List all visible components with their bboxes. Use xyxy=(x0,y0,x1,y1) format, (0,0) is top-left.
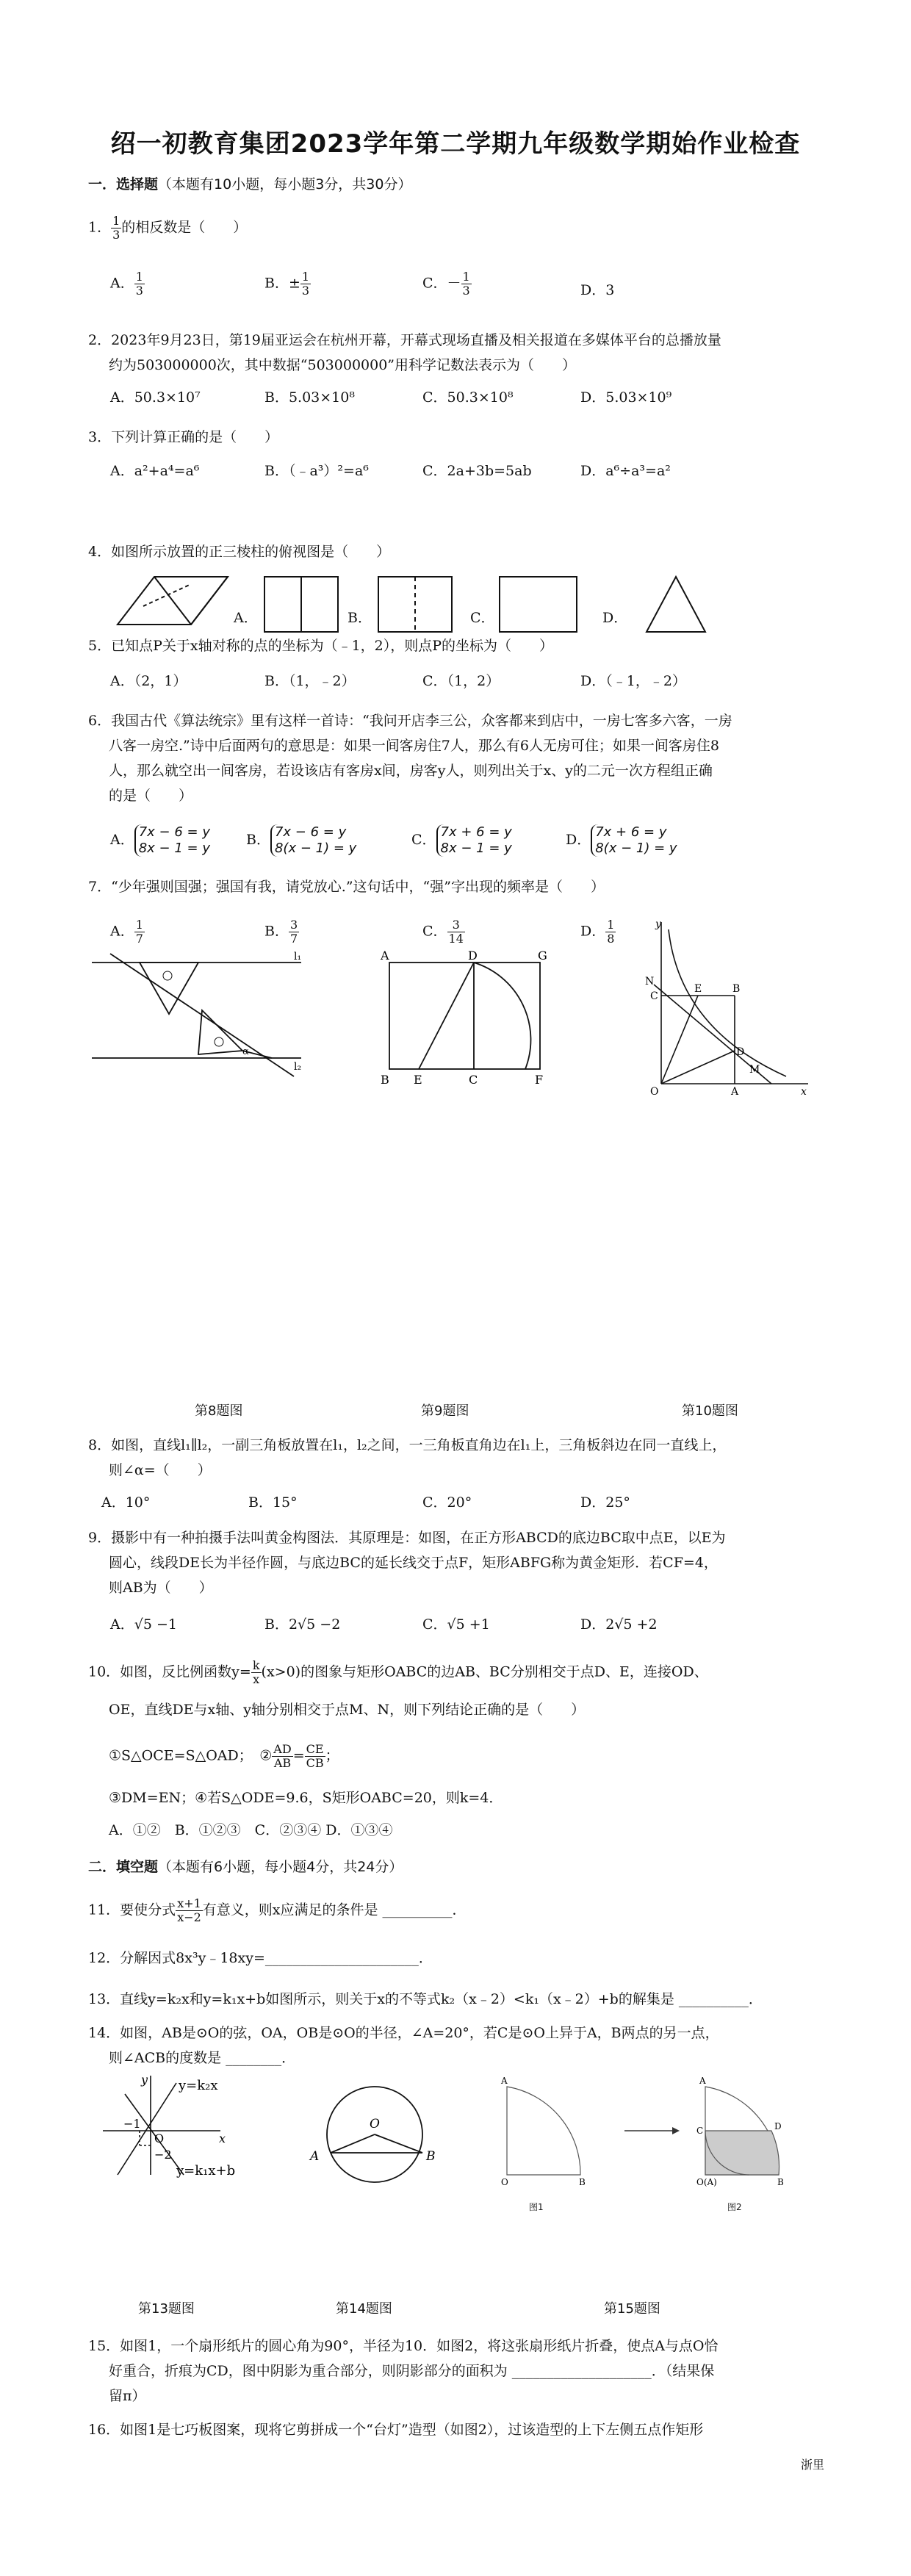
label-c: C xyxy=(469,1073,478,1087)
caption-fig-15: 第15题图 xyxy=(604,2301,660,2317)
section-note: （本题有10小题，每小题3分，共30分） xyxy=(158,176,412,193)
q7-option-a[interactable]: A． $\frac{1}{7}$ xyxy=(110,918,143,946)
label-a: A xyxy=(381,949,389,963)
question-10-statements-1: ①S△OCE=S△OAD； ② $\frac{AD}{AB}$ = $\frac{CE}{CB}$ ； xyxy=(109,1742,339,1770)
label-x: x xyxy=(801,1086,807,1095)
option-d-shape xyxy=(647,577,705,632)
label-o: O xyxy=(501,2177,508,2187)
q2-option-d[interactable]: D．5.03×10⁹ xyxy=(580,389,672,406)
question-1: 1． $\frac{1}{3}$ 的相反数是（ ） xyxy=(88,214,248,242)
question-14-line-2: 则∠ACB的度数是 ________． xyxy=(109,2050,296,2066)
caption-fig-2: 图2 xyxy=(727,2202,742,2212)
label-o-a: O(A) xyxy=(696,2177,717,2187)
caption-fig-10: 第10题图 xyxy=(682,1403,738,1419)
q8-option-d[interactable]: D．25° xyxy=(580,1494,630,1511)
label-e: E xyxy=(414,1073,422,1087)
label-o: O xyxy=(154,2131,165,2145)
question-4: 4．如图所示放置的正三棱柱的俯视图是（ ） xyxy=(88,544,391,560)
label-d: D xyxy=(774,2121,782,2131)
label-l2: l₂ xyxy=(294,1061,302,1073)
question-2-line-1: 2．2023年9月23日，第19届亚运会在杭州开幕，开幕式现场直播及相关报道在多媒体平台的总播放量 xyxy=(88,332,721,348)
label-b: B xyxy=(579,2177,586,2187)
question-15-line-3: 留π） xyxy=(109,2388,146,2404)
label-o: O xyxy=(370,2117,380,2131)
q9-option-a[interactable]: A．√5 −1 xyxy=(110,1616,177,1633)
question-9-line-3: 则AB为（ ） xyxy=(109,1580,213,1596)
q3-option-d[interactable]: D．a⁶÷a³=a² xyxy=(580,463,671,479)
label-line-2: y=k₁x+b xyxy=(176,2163,236,2179)
q5-option-a[interactable]: A．（2，1） xyxy=(110,673,187,689)
label-g: G xyxy=(538,949,547,963)
q10-options[interactable]: A．①② B．①②③ C．②③④ D．①③④ xyxy=(109,1822,393,1838)
label-a: A xyxy=(501,2076,508,2086)
label-y: y xyxy=(655,918,661,930)
question-16-line-1: 16．如图1是七巧板图案，现将它剪拼成一个“台灯”造型（如图2），过该造型的上下左侧五点作矩形 xyxy=(88,2422,704,2438)
question-9-line-2: 圆心，线段DE长为半径作圆，与底边BC的延长线交于点F，矩形ABFG称为黄金矩形．若CF=4， xyxy=(109,1555,718,1571)
figure-10 xyxy=(639,918,815,1095)
page-title: 绍一初教育集团2023学年第二学期九年级数学期始作业检查 xyxy=(110,129,801,159)
question-2-line-2: 约为503000000次，其中数据“503000000”用科学记数法表示为（ ） xyxy=(109,357,577,373)
question-5: 5．已知点P关于x轴对称的点的坐标为（﹣1，2），则点P的坐标为（ ） xyxy=(88,638,554,654)
question-6-line-3: 人，那么就空出一间客房，若设该店有客房x间，房客y人，则列出关于x、y的二元一次方程组正确 xyxy=(109,763,713,779)
q9-option-c[interactable]: C．√5 +1 xyxy=(422,1616,490,1633)
q7-option-d[interactable]: D． $\frac{1}{8}$ xyxy=(580,918,615,946)
question-6-line-4: 的是（ ） xyxy=(109,788,193,804)
q7-option-b[interactable]: B． $\frac{3}{7}$ xyxy=(264,918,298,946)
q8-option-c[interactable]: C．20° xyxy=(422,1494,472,1511)
q3-option-c[interactable]: C．2a+3b=5ab xyxy=(422,463,532,479)
label-m: M xyxy=(749,1064,760,1076)
label-a: A xyxy=(310,2149,320,2164)
label-minus-1: −1 xyxy=(123,2117,141,2131)
label-c: C xyxy=(696,2126,704,2136)
figure-9 xyxy=(375,948,595,1095)
q6-option-a[interactable]: A． 7x − 6 = y 8x − 1 = y xyxy=(110,824,210,856)
q1-option-a[interactable]: A． $\frac{1}{3}$ xyxy=(110,270,143,298)
section-1-heading xyxy=(88,173,411,193)
label-alpha: α xyxy=(242,1046,249,1057)
q6-option-d[interactable]: D． 7x + 6 = y 8(x − 1) = y xyxy=(566,824,677,856)
section-2-heading: 二．填空题（本题有6小题，每小题4分，共24分） xyxy=(88,1859,403,1875)
caption-fig-13: 第13题图 xyxy=(138,2301,195,2317)
q1-option-d[interactable]: D．3 xyxy=(580,282,615,298)
q5-option-b[interactable]: B．（1，﹣2） xyxy=(264,673,356,689)
q4-option-c[interactable]: C． xyxy=(470,610,495,626)
label-d: D xyxy=(736,1046,745,1058)
question-8-line-1: 8．如图，直线l₁∥l₂，一副三角板放置在l₁，l₂之间，一三角板直角边在l₁上，三角板斜边在同一直线上， xyxy=(88,1437,727,1453)
q5-option-c[interactable]: C．（1，2） xyxy=(422,673,500,689)
label-a-2: A xyxy=(699,2076,706,2086)
question-9-line-1: 9．摄影中有一种拍摄手法叫黄金构图法．其原理是：如图，在正方形ABCD的底边BC取中点E，以E为 xyxy=(88,1530,726,1546)
label-line-1: y=k₂x xyxy=(179,2078,218,2093)
question-12: 12．分解因式8x³y﹣18xy=______________________． xyxy=(88,1950,433,1966)
label-c: C xyxy=(650,990,658,1002)
label-e: E xyxy=(694,983,702,995)
question-10-line-1: 10．如图，反比例函数y= $\frac{k}{x}$ (x>0)的图象与矩形OABC的边AB、BC分别相交于点D、E，连接OD、 xyxy=(88,1658,708,1686)
q4-option-b[interactable]: B． xyxy=(348,610,372,626)
label-n: N xyxy=(645,976,655,987)
label-minus-2: −2 xyxy=(154,2148,172,2162)
label-b: B xyxy=(381,1073,389,1087)
q9-option-b[interactable]: B．2√5 −2 xyxy=(264,1616,341,1633)
figure-15 xyxy=(492,2072,801,2190)
footer-watermark: 浙里 xyxy=(801,2458,825,2472)
q2-option-b[interactable]: B．5.03×10⁸ xyxy=(264,389,355,406)
caption-fig-1: 图1 xyxy=(529,2202,544,2212)
fraction: $\frac{1}{3}$ xyxy=(112,214,120,242)
triangular-prism xyxy=(118,577,228,625)
figure-13 xyxy=(96,2072,257,2182)
label-x: x xyxy=(219,2131,226,2145)
q4-option-a[interactable]: A． xyxy=(234,610,258,626)
label-l1: l₁ xyxy=(294,951,302,963)
label-a: A xyxy=(731,1086,739,1095)
caption-fig-8: 第8题图 xyxy=(195,1403,243,1419)
question-14-line-1: 14．如图，AB是⊙O的弦，OA，OB是⊙O的半径，∠A=20°，若C是⊙O上异于A，B两点的另一点， xyxy=(88,2025,719,2041)
q3-option-b[interactable]: B．（﹣a³）²=a⁶ xyxy=(264,463,369,479)
label-b: B xyxy=(426,2149,436,2164)
q9-option-d[interactable]: D．2√5 +2 xyxy=(580,1616,658,1633)
q7-option-c[interactable]: C． $\frac{3}{14}$ xyxy=(422,918,464,946)
question-6-line-1: 6．我国古代《算法统宗》里有这样一首诗：“我问开店李三公，众客都来到店中，一房七客多六客，一房 xyxy=(88,713,732,729)
question-10-statements-2: ③DM=EN；④若S△ODE=9.6，S矩形OABC=20，则k=4． xyxy=(109,1790,503,1806)
q2-option-a[interactable]: A．50.3×10⁷ xyxy=(110,389,201,406)
caption-fig-14: 第14题图 xyxy=(336,2301,392,2317)
q8-option-b[interactable]: B．15° xyxy=(248,1494,298,1511)
label-o: O xyxy=(650,1086,659,1095)
section-label: 一．选择题 xyxy=(88,176,159,193)
label-f: F xyxy=(535,1073,544,1087)
q1-option-b[interactable]: B．± $\frac{1}{3}$ xyxy=(264,270,310,298)
q5-option-d[interactable]: D．（﹣1，﹣2） xyxy=(580,673,686,689)
question-11: 11．要使分式 $\frac{x+1}{x-2}$ 有意义，则x应满足的条件是 __________． xyxy=(88,1896,467,1924)
caption-fig-9: 第9题图 xyxy=(421,1403,469,1419)
q3-option-a[interactable]: A．a²+a⁴=a⁶ xyxy=(110,463,200,479)
question-7: 7．“少年强则国强；强国有我，请党放心.”这句话中，“强”字出现的频率是（ ） xyxy=(88,879,605,895)
question-15-line-2: 好重合，折痕为CD，图中阴影为重合部分，则阴影部分的面积为 ____________________．（结果保 xyxy=(109,2363,715,2379)
q6-option-c[interactable]: C． 7x + 6 = y 8x − 1 = y xyxy=(411,824,512,856)
figure-8 xyxy=(88,948,309,1095)
option-c-shape xyxy=(500,577,577,632)
figure-14 xyxy=(301,2079,448,2190)
label-b: B xyxy=(732,983,741,995)
q8-option-a[interactable]: A．10° xyxy=(101,1494,151,1511)
question-6-line-2: 八客一房空.”诗中后面两句的意思是：如果一间客房住7人，那么有6人无房可住；如果一间客房住8 xyxy=(109,738,720,754)
label-b-2: B xyxy=(777,2177,784,2187)
q4-figures xyxy=(110,573,771,639)
label-y: y xyxy=(141,2073,148,2087)
question-10-line-2: OE，直线DE与x轴、y轴分别相交于点M、N，则下列结论正确的是（ ） xyxy=(109,1702,586,1718)
q2-option-c[interactable]: C．50.3×10⁸ xyxy=(422,389,514,406)
q6-option-b[interactable]: B． 7x − 6 = y 8(x − 1) = y xyxy=(246,824,357,856)
question-13: 13．直线y=k₂x和y=k₁x+b如图所示，则关于x的不等式k₂（x﹣2）<k₁（x﹣2）+b的解集是 __________． xyxy=(88,1991,763,2007)
q4-option-d[interactable]: D． xyxy=(602,610,628,626)
question-15-line-1: 15．如图1，一个扇形纸片的圆心角为90°，半径为10．如图2，将这张扇形纸片折叠，使点A与点O恰 xyxy=(88,2338,719,2354)
label-d: D xyxy=(468,949,478,963)
q1-option-c[interactable]: C．－ $\frac{1}{3}$ xyxy=(422,270,470,298)
question-8-line-2: 则∠α=（ ） xyxy=(109,1462,212,1478)
question-3: 3．下列计算正确的是（ ） xyxy=(88,429,279,445)
